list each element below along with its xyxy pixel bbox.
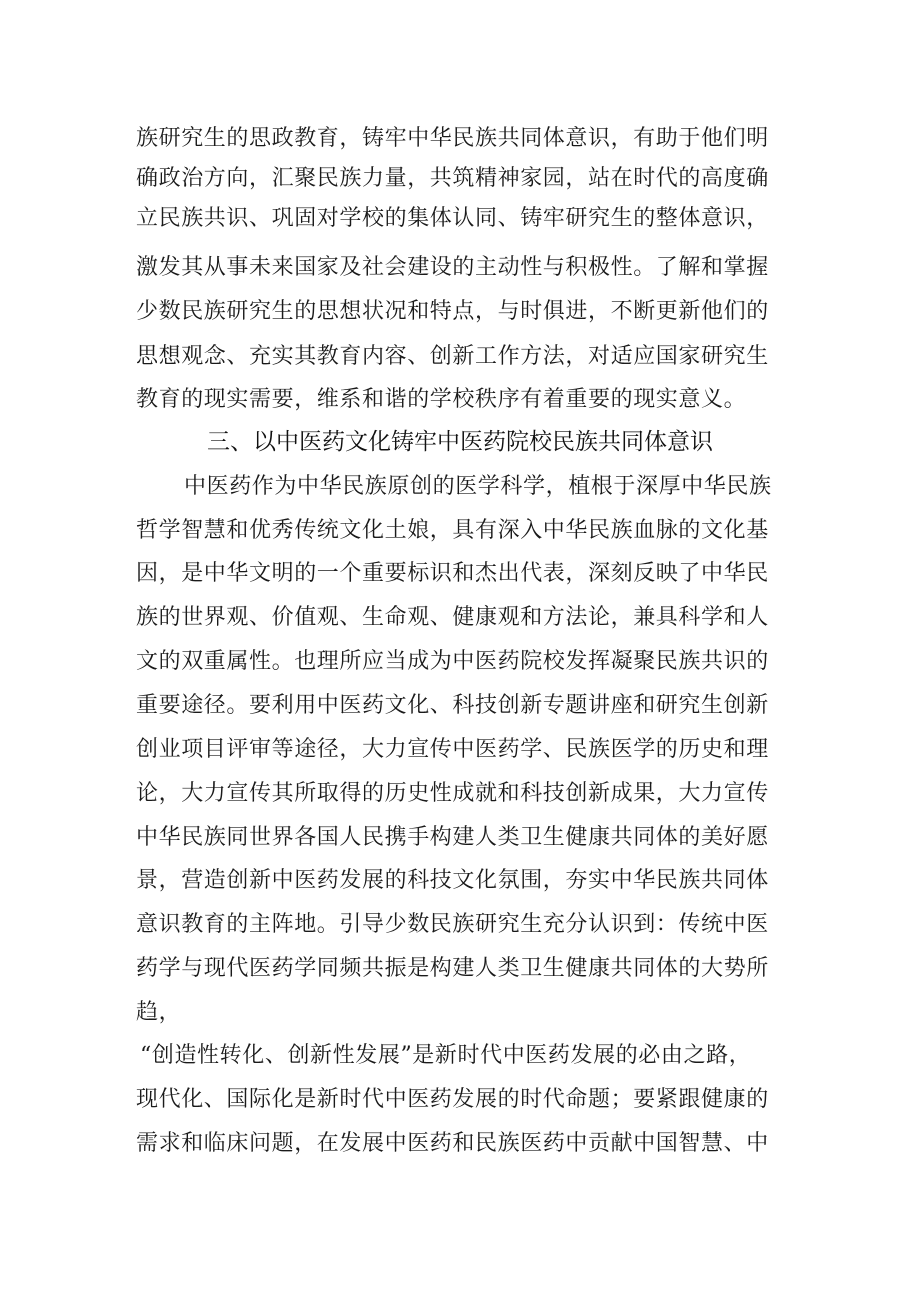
text-line: 哲学智慧和优秀传统文化土娘，具有深入中华民族血脉的文化基 (136, 518, 769, 543)
text-line: 文的双重属性。也理所应当成为中医药院校发挥凝聚民族共识的 (136, 649, 769, 674)
text-line: 族研究生的思政教育，铸牢中华民族共同体意识，有助于他们明 (136, 126, 769, 151)
text-line: 景，营造创新中医药发展的科技文化氛围，夯实中华民族共同体 (136, 868, 769, 893)
text-line: 意识教育的主阵地。引导少数民族研究生充分认识到：传统中医 (136, 912, 769, 937)
text-line: 重要途径。要利用中医药文化、科技创新专题讲座和研究生创新 (136, 693, 769, 718)
text-line: 需求和临床问题，在发展中医药和民族医药中贡献中国智慧、中 (136, 1131, 769, 1156)
text-line: 教育的现实需要，维系和谐的学校秩序有着重要的现实意义。 (136, 387, 747, 412)
text-line: 立民族共识、巩固对学校的集体认同、铸牢研究生的整体意识， (136, 206, 769, 231)
text-line: 族的世界观、价值观、生命观、健康观和方法论，兼具科学和人 (136, 605, 769, 630)
text-line: “创造性转化、创新性发展”是新时代中医药发展的必由之路， (140, 1043, 752, 1068)
text-line: 创业项目评审等途径，大力宣传中医药学、民族医学的历史和理 (136, 737, 769, 762)
text-line: 中华民族同世界各国人民携手构建人类卫生健康共同体的美好愿 (136, 825, 769, 850)
text-line: 趋， (136, 1000, 182, 1025)
text-line: 思想观念、充实其教育内容、创新工作方法，对适应国家研究生 (136, 344, 769, 369)
text-line: 论，大力宣传其所取得的历史性成就和科技创新成果，大力宣传 (136, 781, 769, 806)
text-line: 中医药作为中华民族原创的医学科学，植根于深厚中华民族 (184, 474, 772, 499)
text-line: 少数民族研究生的思想状况和特点，与时俱进，不断更新他们的 (136, 299, 769, 324)
text-line: 药学与现代医药学同频共振是构建人类卫生健康共同体的大势所 (136, 956, 769, 981)
text-line: 激发其从事未来国家及社会建设的主动性与积极性。了解和掌握 (136, 255, 769, 280)
text-line: 因，是中华文明的一个重要标识和杰出代表，深刻反映了中华民 (136, 561, 769, 586)
text-line: 确政治方向，汇聚民族力量，共筑精神家园，站在时代的高度确 (136, 166, 769, 191)
section-heading: 三、以中医药文化铸牢中医药院校民族共同体意识 (207, 429, 713, 455)
text-line: 现代化、国际化是新时代中医药发展的时代命题；要紧跟健康的 (136, 1087, 769, 1112)
